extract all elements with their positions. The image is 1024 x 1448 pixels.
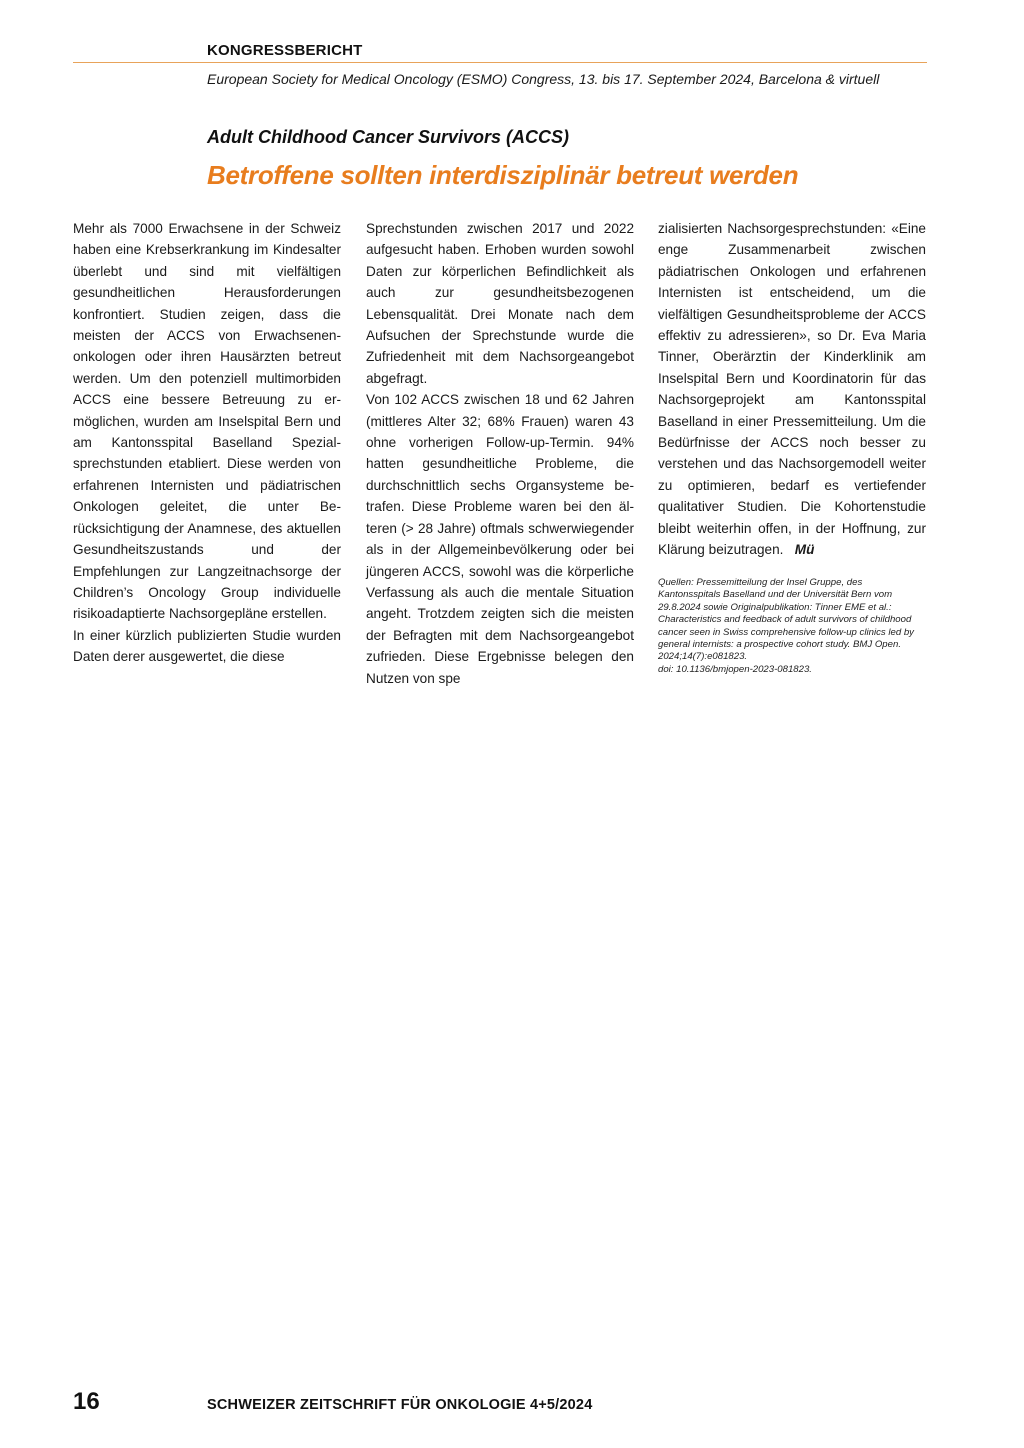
event-line: European Society for Medical Oncology (ESMO) Congress, 13. bis 17. September 2024, Barcelona & virtuell xyxy=(207,71,880,87)
section-label: KONGRESSBERICHT xyxy=(207,42,363,59)
text-column-1 xyxy=(73,218,341,668)
paragraph: Von 102 ACCS zwischen 18 und 62 Jahren (mittleres Alter 32; 68% Frauen) waren 43 ohne vorherigen Follow-up-Termin. 94% hatten gesundheitliche Probleme, die durchschnittlich sechs Organsysteme betrafen. Diese Probleme waren bei den älteren (> 28 Jahre) oftmals schwerwiegender als in der Allgemeinbevölkerung oder bei jüngeren ACCS, sowohl was die körperliche Verfassung als auch die mentale Situation angeht. Trotzdem zeigten sich die meisten der Befragten mit dem Nachsorgeangebot zufrieden. Diese Ergebnisse belegen den Nutzen von spe xyxy=(366,392,634,686)
journal-title: SCHWEIZER ZEITSCHRIFT FÜR ONKOLOGIE 4+5/2024 xyxy=(207,1397,593,1413)
sources-note xyxy=(658,577,926,676)
paragraph xyxy=(658,218,926,561)
page-number: 16 xyxy=(73,1388,100,1415)
article-headline: Betroffene sollten interdisziplinär betreut werden xyxy=(207,160,799,190)
paragraph: Mehr als 7000 Erwachsene in der Schweiz haben eine Krebserkrankung im Kindesalter überlebt und sind mit vielfältigen gesundheitlichen Herausforderungen konfrontiert. Studien zeigen, dass die meisten der ACCS von Erwachsenenonkologen oder ihren Hausärzten betreut werden. Um den potenziell multimorbiden ACCS eine bessere Betreuung zu ermöglichen, wurden am Inselspital Bern und am Kantonsspital Baselland Spezialsprechstunden etabliert. Diese werden von erfahrenen Internisten und pädiatrischen Onkologen geleitet, die unter Berücksichtigung der Anamnese, des aktuellen Gesundheitszustands und der Empfehlungen zur Langzeitnachsorge der Children’s Oncology Group individuelle risikoadaptierte Nachsorgepläne erstellen. xyxy=(73,221,341,622)
author-signature: Mü xyxy=(794,542,815,558)
sources-text: Quellen: Pressemitteilung der Insel Gruppe, des Kantonsspitals Baselland und der Universität Bern vom 29.8.2024 sowie Originalpublikation: Tinner EME et al.: Characteristics and feedback of adult survivors of childhood cancer seen in Swiss comprehensive follow-up clinics led by general internists: a prospective cohort study. BMJ Open. 2024;14(7):e081823. xyxy=(658,577,914,663)
paragraph: Sprechstunden zwischen 2017 und 2022 aufgesucht haben. Erhoben wurden sowohl Daten zur körperlichen Befindlichkeit als auch zur gesundheitsbezogenen Lebensqualität. Drei Monate nach dem Aufsuchen der Sprechstunde wurde die Zufriedenheit mit dem Nachsorgeangebot abgefragt. xyxy=(366,221,634,386)
paragraph: In einer kürzlich publizierten Studie wurden Daten derer ausgewertet, die diese xyxy=(73,627,341,665)
paragraph-text: zialisierten Nachsorgesprechstunden: «Eine enge Zusammenarbeit zwischen pädiatrischen Onkologen und erfahrenen Internisten ist entscheidend, um die vielfältigen Gesundheitsprobleme der ACCS effektiv zu adressieren», so Dr. Eva Maria Tinner, Oberärztin der Kinderklinik am Inselspital Bern und Koordinatorin für das Nachsorgeprojekt am Kantonsspital Baselland in einer Pressemitteilung. Um die Bedürfnisse der ACCS noch besser zu verstehen und das Nachsorgemodell weiter zu optimieren, bedarf es vertiefender qualitativer Studien. Die Kohortenstudie bleibt weiterhin offen, in der Hoffnung, zur Klärung beizutragen. xyxy=(658,221,926,558)
doi-text: doi: 10.1136/bmjopen-2023-081823. xyxy=(658,663,812,675)
article-kicker: Adult Childhood Cancer Survivors (ACCS) xyxy=(207,127,570,147)
text-column-2 xyxy=(366,218,634,689)
header-divider xyxy=(73,62,927,63)
text-column-3 xyxy=(658,218,926,561)
